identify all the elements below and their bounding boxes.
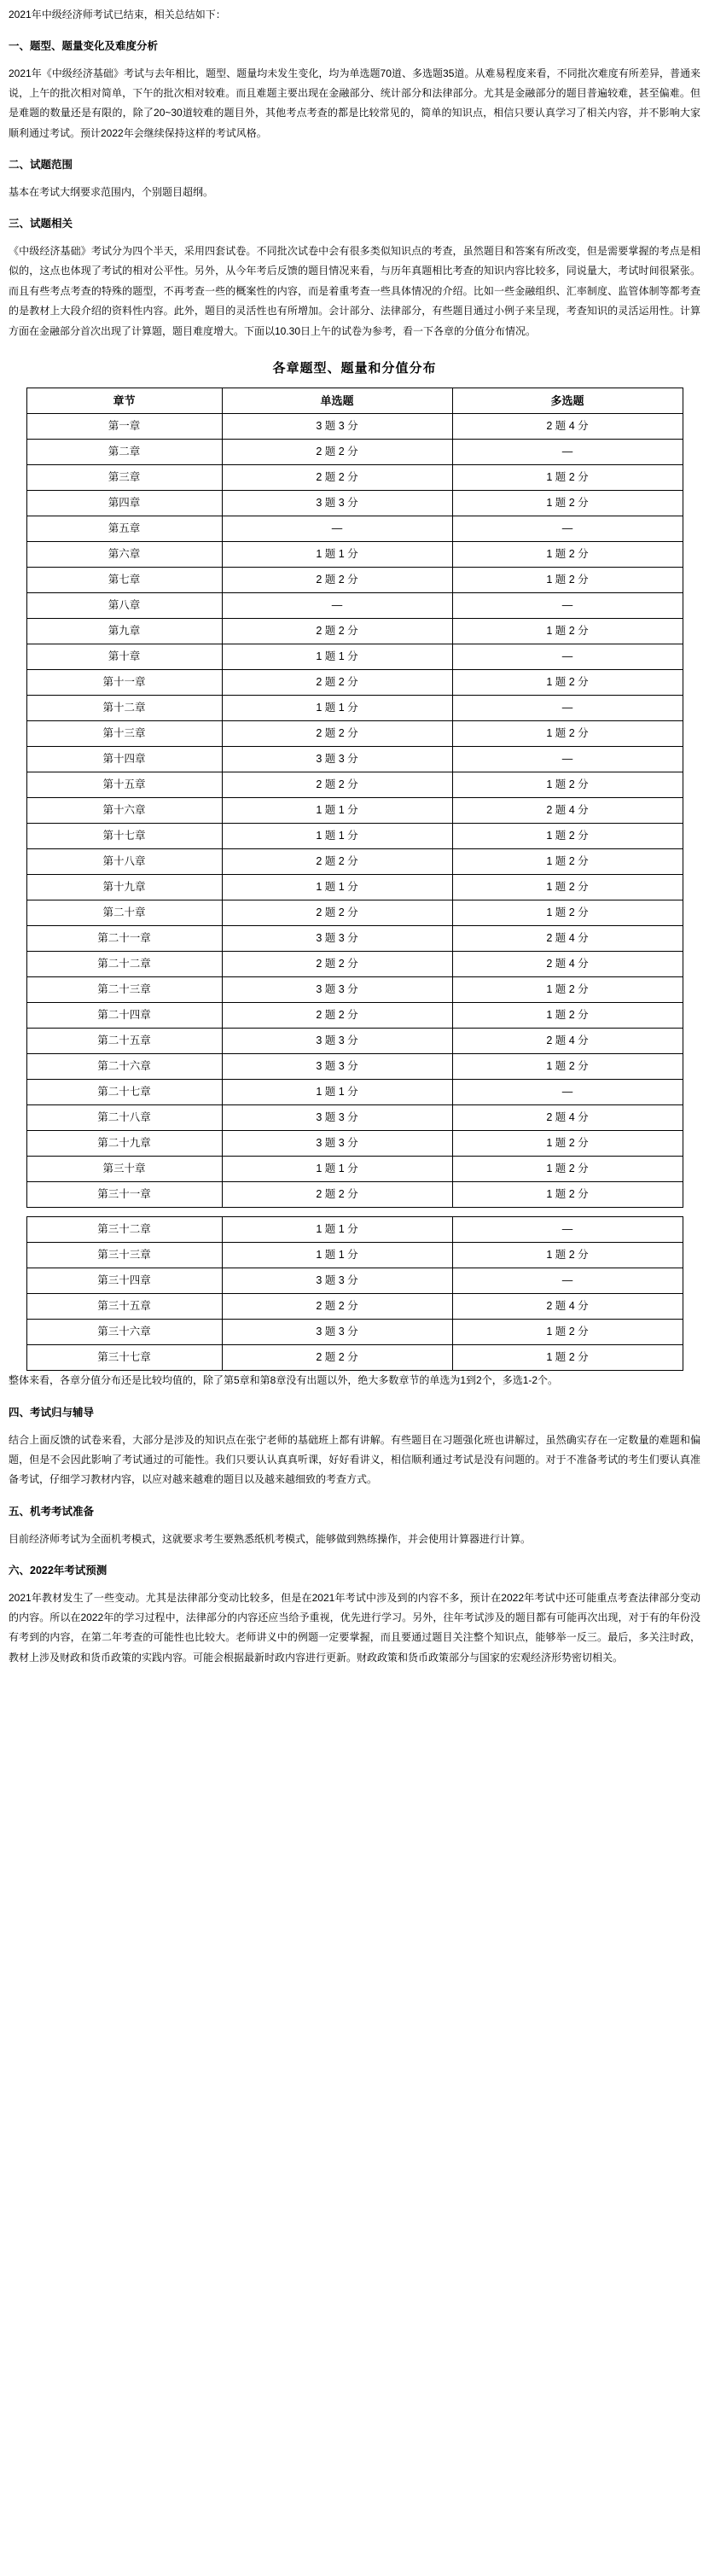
table-row [26, 900, 683, 926]
section-heading-6: 六、2022年考试预测 [9, 1564, 108, 1576]
row-single-choice: 1 题 1 分 [222, 875, 452, 900]
row-single-choice: 1 题 1 分 [222, 644, 452, 670]
row-single-choice: 3 题 3 分 [222, 1054, 452, 1080]
row-chapter: 第四章 [26, 491, 222, 516]
row-multi-choice: 1 题 2 分 [452, 977, 683, 1003]
row-multi-choice: 2 题 4 分 [452, 1029, 683, 1054]
row-chapter: 第二十五章 [26, 1029, 222, 1054]
row-single-choice: 3 题 3 分 [222, 1320, 452, 1345]
row-single-choice: 2 题 2 分 [222, 772, 452, 798]
section-heading-2: 二、试题范围 [9, 159, 73, 172]
row-single-choice: 3 题 3 分 [222, 1268, 452, 1294]
table-row [26, 1243, 683, 1268]
table-row [26, 721, 683, 747]
chapter-distribution-table-part1 [26, 388, 683, 1208]
row-single-choice: 1 题 1 分 [222, 1243, 452, 1268]
row-single-choice: 1 题 1 分 [222, 798, 452, 824]
table-row [26, 1054, 683, 1080]
table-row [26, 516, 683, 542]
section-2-paragraph-1: 基本在考试大纲要求范围内，个别题目超纲。 [9, 185, 214, 198]
row-multi-choice: 1 题 2 分 [452, 772, 683, 798]
row-single-choice: 3 题 3 分 [222, 491, 452, 516]
row-single-choice: 1 题 1 分 [222, 542, 452, 568]
row-single-choice: 3 题 3 分 [222, 977, 452, 1003]
row-multi-choice: 1 题 2 分 [452, 1320, 683, 1345]
row-multi-choice: — [452, 696, 683, 721]
row-chapter: 第三十一章 [26, 1182, 222, 1208]
row-chapter: 第二十八章 [26, 1105, 222, 1131]
row-chapter: 第十四章 [26, 747, 222, 772]
table-row [26, 644, 683, 670]
row-chapter: 第三十章 [26, 1157, 222, 1182]
table-row [26, 849, 683, 875]
row-single-choice: 2 题 2 分 [222, 1003, 452, 1029]
row-chapter: 第二十二章 [26, 952, 222, 977]
row-single-choice: 2 题 2 分 [222, 900, 452, 926]
row-multi-choice: 1 题 2 分 [452, 491, 683, 516]
row-chapter: 第十八章 [26, 849, 222, 875]
row-multi-choice: — [452, 1268, 683, 1294]
row-single-choice: 3 题 3 分 [222, 1131, 452, 1157]
row-multi-choice: 1 题 2 分 [452, 568, 683, 593]
table-row [26, 1157, 683, 1182]
table-row [26, 1182, 683, 1208]
section-6-paragraph-1: 2021年教材发生了一些变动。尤其是法律部分变动比较多，但是在2021年考试中涉及到的内容不多，预计在2022年考试中还可能重点考查法律部分变动的内容。所以在2022年的学习过程中，法律部分的内容还应当给予重视，优先进行学习。另外，往年考试涉及的题目都有可能再次出现，对于有的年份没有考到的内容，在第二年考查的可能性也比较大。老师讲义中的例题一定要掌握，而且要通过题目关注整个知识点，能够举一反三。最后，多关注时政，教材上涉及财政和货币政策的实践内容。可能会根据最新时政内容进行更新。财政政策和货币政策部分与国家的宏观经济形势密切相关。 [9, 1591, 700, 1664]
row-multi-choice: 1 题 2 分 [452, 670, 683, 696]
row-chapter: 第二十四章 [26, 1003, 222, 1029]
row-chapter: 第三章 [26, 465, 222, 491]
row-single-choice: 1 题 1 分 [222, 1157, 452, 1182]
row-multi-choice: 1 题 2 分 [452, 849, 683, 875]
table-row [26, 952, 683, 977]
row-multi-choice: 2 题 4 分 [452, 1105, 683, 1131]
row-multi-choice: — [452, 1217, 683, 1243]
row-single-choice: 3 题 3 分 [222, 747, 452, 772]
row-single-choice: 2 题 2 分 [222, 440, 452, 465]
row-chapter: 第二十三章 [26, 977, 222, 1003]
section-3-paragraph-1: 《中级经济基础》考试分为四个半天，采用四套试卷。不同批次试卷中会有很多类似知识点的考查，虽然题目和答案有所改变，但是需要掌握的考点是相似的，这点也体现了考试的相对公平性。另外，从今年考后反馈的题目情况来看，与历年真题相比考查的知识内容比较多，同说量大，考试时间很紧张。而且有些考点考查的特殊的题型，不再考查一些的概案性的内容，而是着重考查一些具体情况的介绍。比如一些金融组织、汇率制度、监管体制等都考查的是教材上大段介绍的资料性内容。此外，题目的灵活性也有所增加。会计部分、法律部分，有些题目通过小例子来呈现，考查知识的灵活运用性。计算方面在金融部分首次出现了计算题，题目难度增大。下面以10.30日上午的试卷为参考，看一下各章的分值分布情况。 [9, 245, 700, 337]
row-multi-choice: 1 题 2 分 [452, 900, 683, 926]
row-multi-choice: 2 题 4 分 [452, 1294, 683, 1320]
table-header-chapter: 章节 [26, 388, 222, 414]
row-single-choice: 2 题 2 分 [222, 465, 452, 491]
row-single-choice: — [222, 516, 452, 542]
table-row [26, 1131, 683, 1157]
row-chapter: 第二十七章 [26, 1080, 222, 1105]
row-single-choice: 1 题 1 分 [222, 696, 452, 721]
table-header-multi-choice: 多选题 [452, 388, 683, 414]
row-multi-choice: — [452, 593, 683, 619]
table-row [26, 670, 683, 696]
table-row [26, 1345, 683, 1371]
intro-paragraph: 2021年中级经济师考试已结束，相关总结如下： [9, 9, 226, 20]
row-multi-choice: 1 题 2 分 [452, 1345, 683, 1371]
table-row [26, 465, 683, 491]
table-row [26, 440, 683, 465]
row-multi-choice: 2 题 4 分 [452, 414, 683, 440]
row-multi-choice: 1 题 2 分 [452, 1243, 683, 1268]
table-row [26, 977, 683, 1003]
row-chapter: 第十六章 [26, 798, 222, 824]
table-row [26, 747, 683, 772]
table-row [26, 542, 683, 568]
table-row [26, 798, 683, 824]
section-heading-3: 三、试题相关 [9, 218, 73, 230]
table-gap [9, 1208, 700, 1216]
table-row [26, 1320, 683, 1345]
row-chapter: 第六章 [26, 542, 222, 568]
row-multi-choice: 1 题 2 分 [452, 465, 683, 491]
section-heading-1: 一、题型、题量变化及难度分析 [9, 39, 159, 52]
row-multi-choice: 1 题 2 分 [452, 619, 683, 644]
row-multi-choice: 1 题 2 分 [452, 721, 683, 747]
row-chapter: 第二十六章 [26, 1054, 222, 1080]
row-chapter: 第五章 [26, 516, 222, 542]
row-single-choice: 3 题 3 分 [222, 926, 452, 952]
row-multi-choice: 1 题 2 分 [452, 1157, 683, 1182]
row-chapter: 第十一章 [26, 670, 222, 696]
table-row [26, 1105, 683, 1131]
row-single-choice: 2 题 2 分 [222, 619, 452, 644]
table-row [26, 491, 683, 516]
table-row [26, 593, 683, 619]
row-chapter: 第一章 [26, 414, 222, 440]
row-single-choice: 2 题 2 分 [222, 568, 452, 593]
table-row [26, 1294, 683, 1320]
row-single-choice: 2 题 2 分 [222, 670, 452, 696]
row-chapter: 第三十五章 [26, 1294, 222, 1320]
row-chapter: 第二章 [26, 440, 222, 465]
table-row [26, 696, 683, 721]
chapter-distribution-table-part2 [26, 1216, 683, 1371]
table-row [26, 414, 683, 440]
row-chapter: 第十三章 [26, 721, 222, 747]
row-single-choice: 2 题 2 分 [222, 1294, 452, 1320]
row-chapter: 第八章 [26, 593, 222, 619]
row-chapter: 第三十六章 [26, 1320, 222, 1345]
section-heading-5: 五、机考考试准备 [9, 1505, 95, 1518]
row-multi-choice: 2 题 4 分 [452, 798, 683, 824]
row-multi-choice: 2 题 4 分 [452, 952, 683, 977]
row-multi-choice: — [452, 440, 683, 465]
row-multi-choice: 1 题 2 分 [452, 1131, 683, 1157]
row-single-choice: 2 题 2 分 [222, 1182, 452, 1208]
row-multi-choice: — [452, 644, 683, 670]
table-row [26, 619, 683, 644]
row-multi-choice: 1 题 2 分 [452, 1182, 683, 1208]
row-single-choice: 3 题 3 分 [222, 1029, 452, 1054]
row-multi-choice: 1 题 2 分 [452, 1054, 683, 1080]
row-multi-choice: 1 题 2 分 [452, 542, 683, 568]
row-chapter: 第十二章 [26, 696, 222, 721]
table-header-row [26, 388, 683, 414]
table-row [26, 772, 683, 798]
table-row [26, 824, 683, 849]
section-1-paragraph-1: 2021年《中级经济基础》考试与去年相比，题型、题量均未发生变化，均为单选题70道、多选题35道。从难易程度来看，不同批次难度有所差异，普通来说，上午的批次相对简单，下午的批次相对较难。而且难题主要出现在金融部分、统计部分和法律部分。尤其是金融部分的题目普遍较难，甚至偏难。但是难题的数量还是有限的，除了20~30道较难的题目外，其他考点考查的都是比较常见的，简单的知识点，相信只要认真学习了相关内容，并不影响大家顺利通过考试。预计2022年会继续保持这样的考试风格。 [9, 67, 700, 139]
row-chapter: 第十七章 [26, 824, 222, 849]
row-chapter: 第二十一章 [26, 926, 222, 952]
table-row [26, 1029, 683, 1054]
row-chapter: 第七章 [26, 568, 222, 593]
row-multi-choice: 1 题 2 分 [452, 875, 683, 900]
section-5-paragraph-1: 目前经济师考试为全面机考模式，这就要求考生要熟悉纸机考模式，能够做到熟练操作，并会使用计算器进行计算。 [9, 1532, 532, 1545]
row-single-choice: 3 题 3 分 [222, 414, 452, 440]
row-single-choice: 2 题 2 分 [222, 952, 452, 977]
table-row [26, 1217, 683, 1243]
table-header-single-choice: 单选题 [222, 388, 452, 414]
row-multi-choice: 2 题 4 分 [452, 926, 683, 952]
table-row [26, 568, 683, 593]
row-single-choice: 1 题 1 分 [222, 1217, 452, 1243]
row-chapter: 第三十七章 [26, 1345, 222, 1371]
after-table-paragraph: 整体来看，各章分值分布还是比较均值的，除了第5章和第8章没有出题以外，绝大多数章节的单选为1到2个，多选1-2个。 [9, 1374, 559, 1387]
row-chapter: 第十章 [26, 644, 222, 670]
row-chapter: 第十五章 [26, 772, 222, 798]
row-multi-choice: — [452, 747, 683, 772]
row-chapter: 第三十二章 [26, 1217, 222, 1243]
row-chapter: 第二十九章 [26, 1131, 222, 1157]
row-single-choice: 2 题 2 分 [222, 721, 452, 747]
row-multi-choice: — [452, 516, 683, 542]
table-row [26, 926, 683, 952]
section-4-paragraph-1: 结合上面反馈的试卷来看，大部分是涉及的知识点在张宁老师的基础班上都有讲解。有些题目在习题强化班也讲解过，虽然确实存在一定数量的难题和偏题，但是不会因此影响了考试通过的可能性。我们只要认认真真听课，好好看讲义，相信顺利通过考试是没有问题的。对于不准备考试的考生们要认真准备考试，仔细学习教材内容，以应对越来越难的题目以及越来越细致的考查方式。 [9, 1433, 700, 1486]
row-chapter: 第十九章 [26, 875, 222, 900]
row-multi-choice: 1 题 2 分 [452, 824, 683, 849]
row-single-choice: 1 题 1 分 [222, 824, 452, 849]
row-single-choice: 3 题 3 分 [222, 1105, 452, 1131]
row-chapter: 第三十三章 [26, 1243, 222, 1268]
row-multi-choice: — [452, 1080, 683, 1105]
table-row [26, 875, 683, 900]
row-chapter: 第九章 [26, 619, 222, 644]
row-chapter: 第三十四章 [26, 1268, 222, 1294]
table-row [26, 1080, 683, 1105]
row-single-choice: 2 题 2 分 [222, 849, 452, 875]
table-title: 各章题型、题量和分值分布 [272, 360, 437, 376]
row-multi-choice: 1 题 2 分 [452, 1003, 683, 1029]
row-single-choice: 2 题 2 分 [222, 1345, 452, 1371]
table-row [26, 1003, 683, 1029]
row-chapter: 第二十章 [26, 900, 222, 926]
row-single-choice: — [222, 593, 452, 619]
row-single-choice: 1 题 1 分 [222, 1080, 452, 1105]
section-heading-4: 四、考试归与辅导 [9, 1406, 95, 1419]
table-row [26, 1268, 683, 1294]
